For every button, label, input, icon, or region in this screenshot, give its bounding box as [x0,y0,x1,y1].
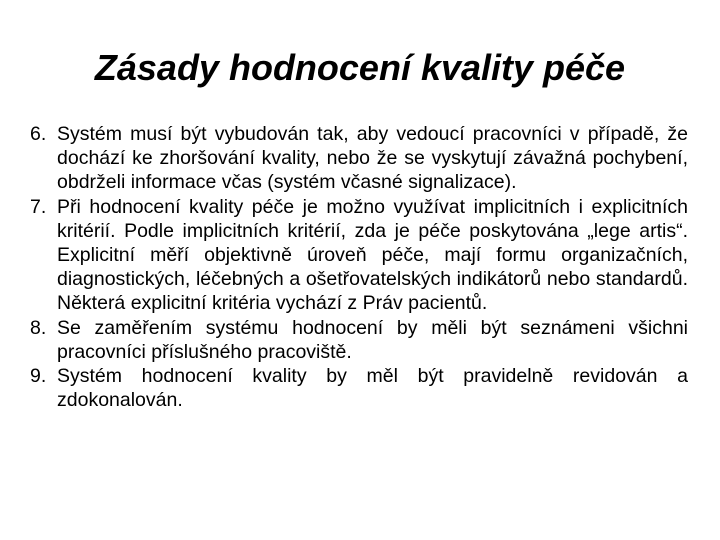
item-text: Se zaměřením systému hodnocení by měli být seznámeni všichni pracovníci příslušného pracoviště. [57,316,688,363]
list-item-8 [30,316,688,364]
item-number: 6. [30,123,47,145]
list-item-9 [30,364,688,412]
item-text: Při hodnocení kvality péče je možno využívat implicitních i explicitních kritérií. Podle implicitních kritérií, zda je péče poskytována „lege artis“. Explicitní měří objektivně úroveň péče, mají formu organizačních, diagnostických, léčebných a ošetřovatelských indikátorů nebo standardů. Některá explicitní kritéria vychází z Práv pacientů. [57,195,688,315]
principles-list [30,122,688,412]
item-text: Systém hodnocení kvality by měl být pravidelně revidován a zdokonalován. [57,365,688,412]
slide-title: Zásady hodnocení kvality péče [94,47,626,88]
list-item-7 [30,195,688,316]
item-number: 8. [30,316,47,339]
item-number: 7. [30,195,47,218]
item-text: Systém musí být vybudován tak, aby vedoucí pracovníci v případě, že dochází ke zhoršování kvality, nebo že se vyskytují závažná pochybení, obdrželi informace včas (systém včasné signalizace). [57,123,688,194]
item-number: 9. [30,365,47,388]
list-item-6 [30,122,688,195]
